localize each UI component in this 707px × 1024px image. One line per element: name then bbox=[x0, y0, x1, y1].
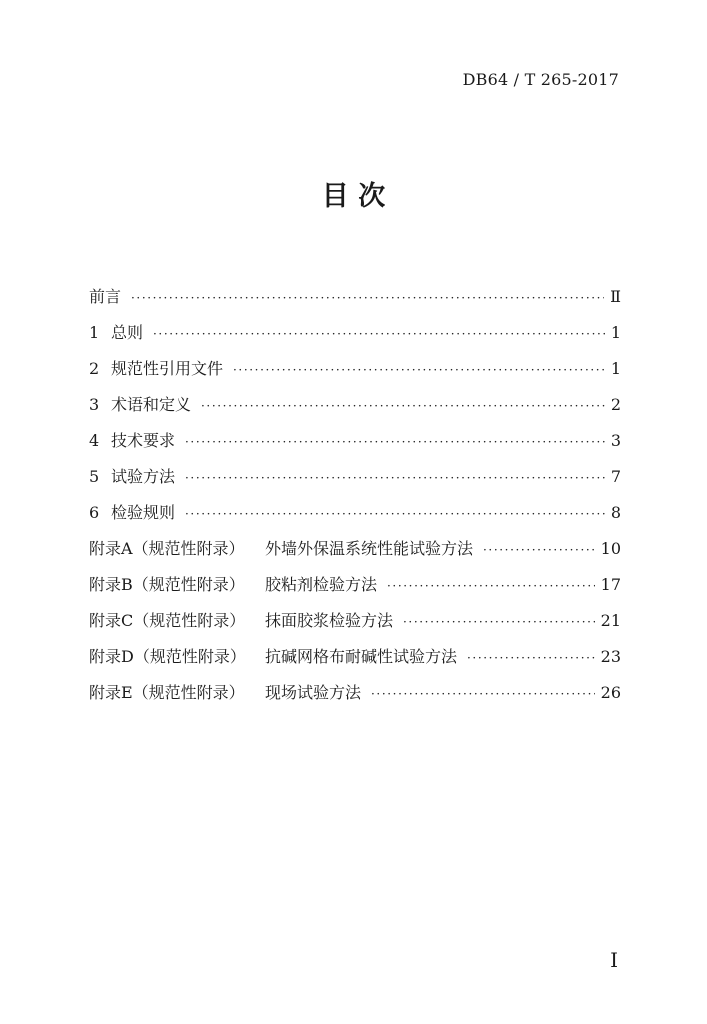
toc-entry-page: 7 bbox=[610, 467, 621, 486]
toc-entry-title: 检验规则 bbox=[111, 503, 176, 522]
toc-entry-page: 2 bbox=[610, 395, 621, 414]
toc-entry-appendix-c[interactable] bbox=[89, 608, 621, 644]
toc-entry-title: 总则 bbox=[111, 323, 144, 342]
page-number: I bbox=[610, 948, 618, 972]
toc-entry-page: 10 bbox=[600, 539, 621, 558]
toc-entry-page: 8 bbox=[610, 503, 621, 522]
toc-entry-number: 2 bbox=[89, 359, 100, 378]
toc-leader-dots bbox=[403, 615, 595, 629]
toc-entry-page: 1 bbox=[610, 323, 621, 342]
toc-entry-appendix-a[interactable] bbox=[89, 536, 621, 572]
toc-entry-4[interactable] bbox=[89, 428, 621, 464]
table-of-contents bbox=[89, 284, 621, 716]
toc-entry-appendix-b[interactable] bbox=[89, 572, 621, 608]
toc-entry-title: 前言 bbox=[89, 287, 122, 306]
toc-leader-dots bbox=[233, 363, 605, 377]
toc-entry-title: 胶粘剂检验方法 bbox=[265, 575, 378, 594]
toc-leader-dots bbox=[201, 399, 605, 413]
toc-entry-page: 3 bbox=[610, 431, 621, 450]
toc-entry-page: 17 bbox=[600, 575, 621, 594]
toc-entry-title: 现场试验方法 bbox=[265, 683, 362, 702]
toc-entry-title: 外墙外保温系统性能试验方法 bbox=[265, 539, 474, 558]
toc-entry-number: 5 bbox=[89, 467, 100, 486]
toc-entry-1[interactable] bbox=[89, 320, 621, 356]
toc-leader-dots bbox=[371, 687, 595, 701]
standard-code: DB64 / T 265-2017 bbox=[462, 70, 619, 89]
toc-leader-dots bbox=[387, 579, 595, 593]
toc-entry-5[interactable] bbox=[89, 464, 621, 500]
toc-entry-number: 4 bbox=[89, 431, 100, 450]
toc-entry-number: 1 bbox=[89, 323, 100, 342]
toc-leader-dots bbox=[467, 651, 595, 665]
toc-entry-page: 1 bbox=[610, 359, 621, 378]
toc-entry-title: 试验方法 bbox=[111, 467, 176, 486]
page-title: 目 次 bbox=[321, 181, 386, 212]
toc-leader-dots bbox=[131, 291, 604, 305]
toc-leader-dots bbox=[153, 327, 605, 341]
toc-entry-appendix-d[interactable] bbox=[89, 644, 621, 680]
toc-entry-title: 抗碱网格布耐碱性试验方法 bbox=[265, 647, 458, 666]
toc-entry-page: 26 bbox=[600, 683, 621, 702]
toc-entry-2[interactable] bbox=[89, 356, 621, 392]
toc-leader-dots bbox=[185, 435, 605, 449]
toc-appendix-label: 附录D（规范性附录） bbox=[89, 647, 246, 666]
toc-entry-number: 3 bbox=[89, 395, 100, 414]
toc-entry-number: 6 bbox=[89, 503, 100, 522]
toc-entry-page: 21 bbox=[600, 611, 621, 630]
toc-entry-page: Ⅱ bbox=[610, 287, 621, 306]
toc-leader-dots bbox=[185, 507, 605, 521]
toc-entry-foreword[interactable] bbox=[89, 284, 621, 320]
toc-entry-title: 术语和定义 bbox=[111, 395, 192, 414]
toc-entry-appendix-e[interactable] bbox=[89, 680, 621, 716]
toc-entry-title: 技术要求 bbox=[111, 431, 176, 450]
toc-appendix-label: 附录A（规范性附录） bbox=[89, 539, 245, 558]
toc-entry-title: 抹面胶浆检验方法 bbox=[265, 611, 394, 630]
toc-leader-dots bbox=[483, 543, 595, 557]
toc-entry-title: 规范性引用文件 bbox=[111, 359, 224, 378]
toc-entry-page: 23 bbox=[600, 647, 621, 666]
toc-entry-3[interactable] bbox=[89, 392, 621, 428]
toc-leader-dots bbox=[185, 471, 605, 485]
toc-appendix-label: 附录E（规范性附录） bbox=[89, 683, 245, 702]
toc-entry-6[interactable] bbox=[89, 500, 621, 536]
toc-appendix-label: 附录C（规范性附录） bbox=[89, 611, 246, 630]
toc-appendix-label: 附录B（规范性附录） bbox=[89, 575, 245, 594]
